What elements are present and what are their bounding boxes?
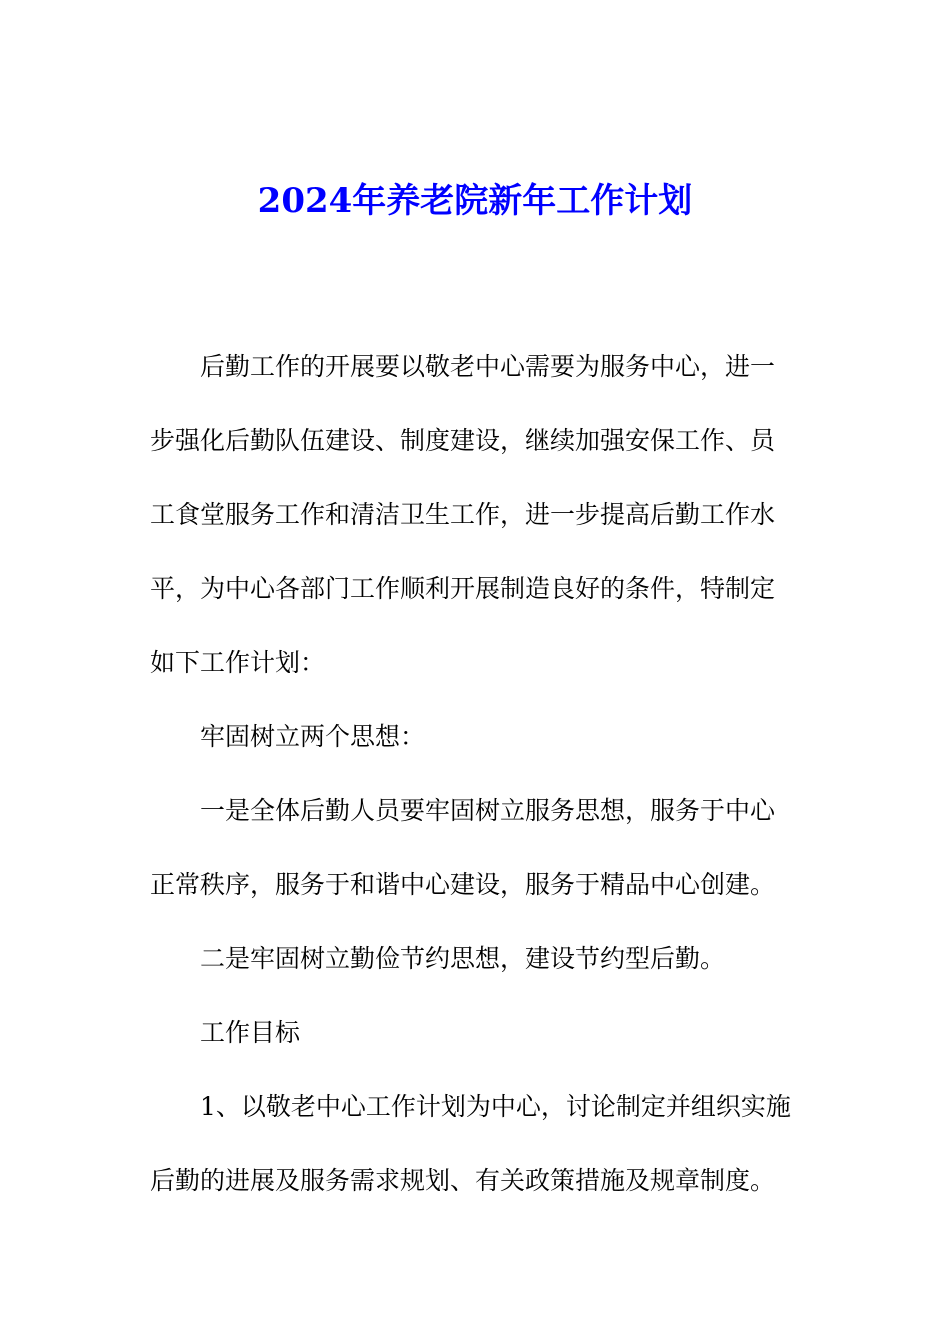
text-line: 正常秩序，服务于和谐中心建设，服务于精品中心创建。 xyxy=(150,870,776,899)
paragraph-goal-one xyxy=(150,1070,800,1218)
text-line: 后勤的进展及服务需求规划、有关政策措施及规章制度。 xyxy=(150,1166,776,1195)
text-line: 如下工作计划： xyxy=(150,648,326,677)
document-body xyxy=(150,330,800,1218)
document-title: 2024年养老院新年工作计划 xyxy=(257,181,693,221)
paragraph-intro xyxy=(150,330,800,700)
text-line: 1、以敬老中心工作计划为中心，讨论制定并组织实施 xyxy=(200,1092,791,1121)
paragraph-two-ideas xyxy=(150,700,800,774)
text-line: 工作目标 xyxy=(200,1018,301,1047)
paragraph-idea-two xyxy=(150,922,800,996)
text-line: 工食堂服务工作和清洁卫生工作，进一步提高后勤工作水 xyxy=(150,500,776,529)
paragraph-idea-one xyxy=(150,774,800,922)
text-line: 牢固树立两个思想： xyxy=(200,722,426,751)
section-heading-goals xyxy=(150,996,800,1070)
text-line: 二是牢固树立勤俭节约思想，建设节约型后勤。 xyxy=(200,944,726,973)
text-line: 一是全体后勤人员要牢固树立服务思想，服务于中心 xyxy=(200,796,776,825)
text-line: 步强化后勤队伍建设、制度建设，继续加强安保工作、员 xyxy=(150,426,776,455)
text-line: 平，为中心各部门工作顺利开展制造良好的条件，特制定 xyxy=(150,574,776,603)
text-line: 后勤工作的开展要以敬老中心需要为服务中心，进一 xyxy=(200,352,776,381)
